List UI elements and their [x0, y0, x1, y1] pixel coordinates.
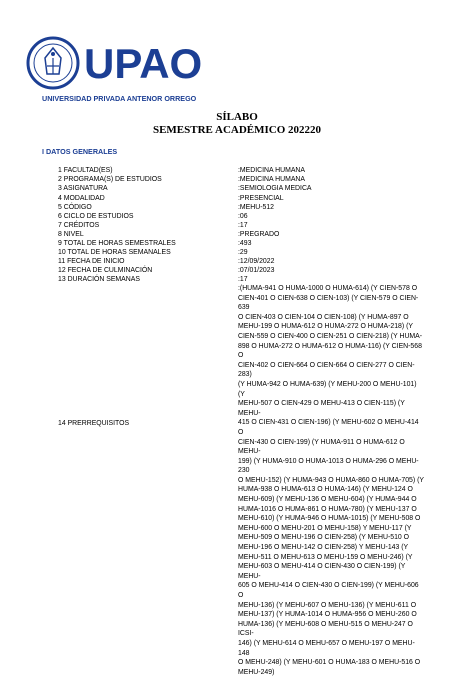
prerequisite-line: MEHU-507 O CIEN-429 O MEHU-413 O CIEN-115) (Y MEHU-: [238, 400, 405, 417]
prerequisite-line: MEHU-196 O MEHU-142 O CIEN-258) Y MEHU-143 (Y: [238, 544, 409, 552]
prerequisite-line: O MEHU-152) (Y HUMA-943 O HUMA-860 O HUMA-705) (Y: [238, 476, 424, 484]
university-name: UNIVERSIDAD PRIVADA ANTENOR ORREGO: [42, 94, 197, 103]
field-value-ciclo: :06: [238, 213, 248, 220]
prerequisite-line: MEHU-137) (Y HUMA-1014 O HUMA-956 O MEHU-260 O: [238, 611, 417, 619]
section-heading: I DATOS GENERALES: [42, 147, 118, 156]
field-label-horas-semestrales: 9 TOTAL DE HORAS SEMESTRALES: [58, 240, 176, 247]
field-label-fecha-culminacion: 12 FECHA DE CULMINACIÓN: [58, 267, 153, 274]
field-label-horas-semanales: 10 TOTAL DE HORAS SEMANALES: [58, 249, 171, 256]
prerequisite-line: HUMA-1016 O HUMA-861 O HUMA-780) (Y MEHU-137 O: [238, 505, 417, 513]
field-value-modalidad: :PRESENCIAL: [238, 195, 284, 202]
field-label-programa: 2 PROGRAMA(S) DE ESTUDIOS: [58, 176, 162, 183]
upao-logo: [26, 36, 203, 92]
field-label-asignatura: 3 ASIGNATURA: [58, 185, 108, 192]
document-title: SÍLABO: [216, 111, 258, 123]
field-value-nivel: :PREGRADO: [238, 231, 280, 238]
field-value-asignatura: :SEMIOLOGIA MEDICA: [238, 185, 312, 192]
prerequisite-line: 199) (Y HUMA-910 O HUMA-1013 O HUMA-296 O MEHU-230: [238, 457, 419, 475]
field-value-creditos: :17: [238, 222, 248, 229]
prerequisite-line: HUMA-938 O HUMA-613 O HUMA-146) (Y MEHU-124 O: [238, 486, 413, 494]
prerequisite-line: MEHU-249): [238, 668, 275, 676]
prerequisite-line: MEHU-609) (Y MEHU-136 O MEHU-604) (Y HUMA-944 O: [238, 496, 417, 504]
prerequisite-line: MEHU-199 O HUMA-612 O HUMA-272 O HUMA-218) (Y: [238, 323, 413, 331]
prerequisite-line: MEHU-600 O MEHU-201 O MEHU-158) Y MEHU-117 (Y: [238, 524, 412, 532]
prerequisites-text: [238, 284, 424, 677]
semester-title: SEMESTRE ACADÉMICO 202220: [152, 124, 322, 136]
prerequisite-line: MEHU-511 O MEHU-613 O MEHU-159 O MEHU-246) (Y: [238, 553, 413, 561]
prerequisite-line: O CIEN-403 O CIEN-104 O CIEN-108) (Y HUMA-897 O: [238, 313, 409, 321]
prerequisite-line: CIEN-402 O CIEN-664 O CIEN-664 O CIEN-277 O CIEN-283): [238, 361, 415, 379]
field-label-creditos: 7 CRÉDITOS: [58, 222, 100, 229]
field-label-facultad: 1 FACULTAD(ES): [58, 167, 113, 174]
prerequisite-line: 605 O MEHU-414 O CIEN-430 O CIEN-199) (Y MEHU-606 O: [238, 582, 419, 599]
prerequisite-line: 415 O CIEN-431 O CIEN-196) (Y MEHU-602 O MEHU-414 O: [238, 419, 419, 436]
field-label-prerrequisitos: 14 PRERREQUISITOS: [58, 420, 130, 427]
field-label-nivel: 8 NIVEL: [58, 231, 84, 238]
field-value-codigo: :MEHU-512: [238, 204, 274, 211]
prerequisite-line: 146) (Y MEHU-614 O MEHU-657 O MEHU-197 O MEHU-148: [238, 639, 415, 657]
prerequisite-line: MEHU-610) (Y HUMA-946 O HUMA-1015) (Y MEHU-508 O: [238, 515, 421, 523]
prerequisite-line: CIEN-559 O CIEN-400 O CIEN-251 O CIEN-218) (Y HUMA-: [238, 332, 423, 340]
field-value-horas-semestrales: :493: [238, 240, 252, 247]
field-value-facultad: :MEDICINA HUMANA: [238, 167, 305, 174]
prerequisite-line: CIEN-401 O CIEN-638 O CIEN-103) (Y CIEN-579 O CIEN-639: [238, 294, 419, 312]
field-label-modalidad: 4 MODALIDAD: [58, 195, 105, 202]
field-value-programa: :MEDICINA HUMANA: [238, 176, 305, 183]
prerequisite-line: HUMA-136) (Y MEHU-608 O MEHU-515 O MEHU-247 O ICSI-: [238, 620, 413, 638]
field-label-fecha-inicio: 11 FECHA DE INICIO: [58, 258, 125, 265]
field-label-codigo: 5 CÓDIGO: [58, 204, 92, 211]
prerequisite-line: CIEN-430 O CIEN-199) (Y HUMA-911 O HUMA-612 O MEHU-: [238, 438, 405, 456]
prerequisite-line: O MEHU-248) (Y MEHU-601 O HUMA-183 O MEHU-516 O: [238, 659, 421, 667]
prerequisite-line: 898 O HUMA-272 O HUMA-612 O HUMA-116) (Y CIEN-568 O: [238, 342, 422, 360]
field-value-horas-semanales: :29: [238, 249, 248, 256]
field-label-ciclo: 6 CICLO DE ESTUDIOS: [58, 213, 134, 220]
field-value-fecha-culminacion: :07/01/2023: [238, 267, 275, 274]
field-value-fecha-inicio: :12/09/2022: [238, 258, 275, 265]
prerequisite-line: (Y HUMA-942 O HUMA-639) (Y MEHU-200 O MEHU-101) (Y: [238, 380, 417, 398]
prerequisite-line: MEHU-136) (Y MEHU-607 O MEHU-136) (Y MEHU-611 O: [238, 601, 417, 609]
prerequisite-line: MEHU-603 O MEHU-414 O CIEN-430 O CIEN-199) (Y MEHU-: [238, 563, 406, 580]
field-label-duracion: 13 DURACIÓN SEMANAS: [58, 276, 140, 283]
field-value-duracion: :17: [238, 276, 248, 283]
prerequisite-line: :(HUMA-941 O HUMA-1000 O HUMA-614) (Y CIEN-578 O: [238, 285, 418, 292]
logo-text: UPAO: [84, 40, 203, 87]
prerequisite-line: MEHU-509 O MEHU-196 O CIEN-258) (Y MEHU-510 O: [238, 534, 410, 542]
university-seal-icon: [26, 36, 80, 90]
